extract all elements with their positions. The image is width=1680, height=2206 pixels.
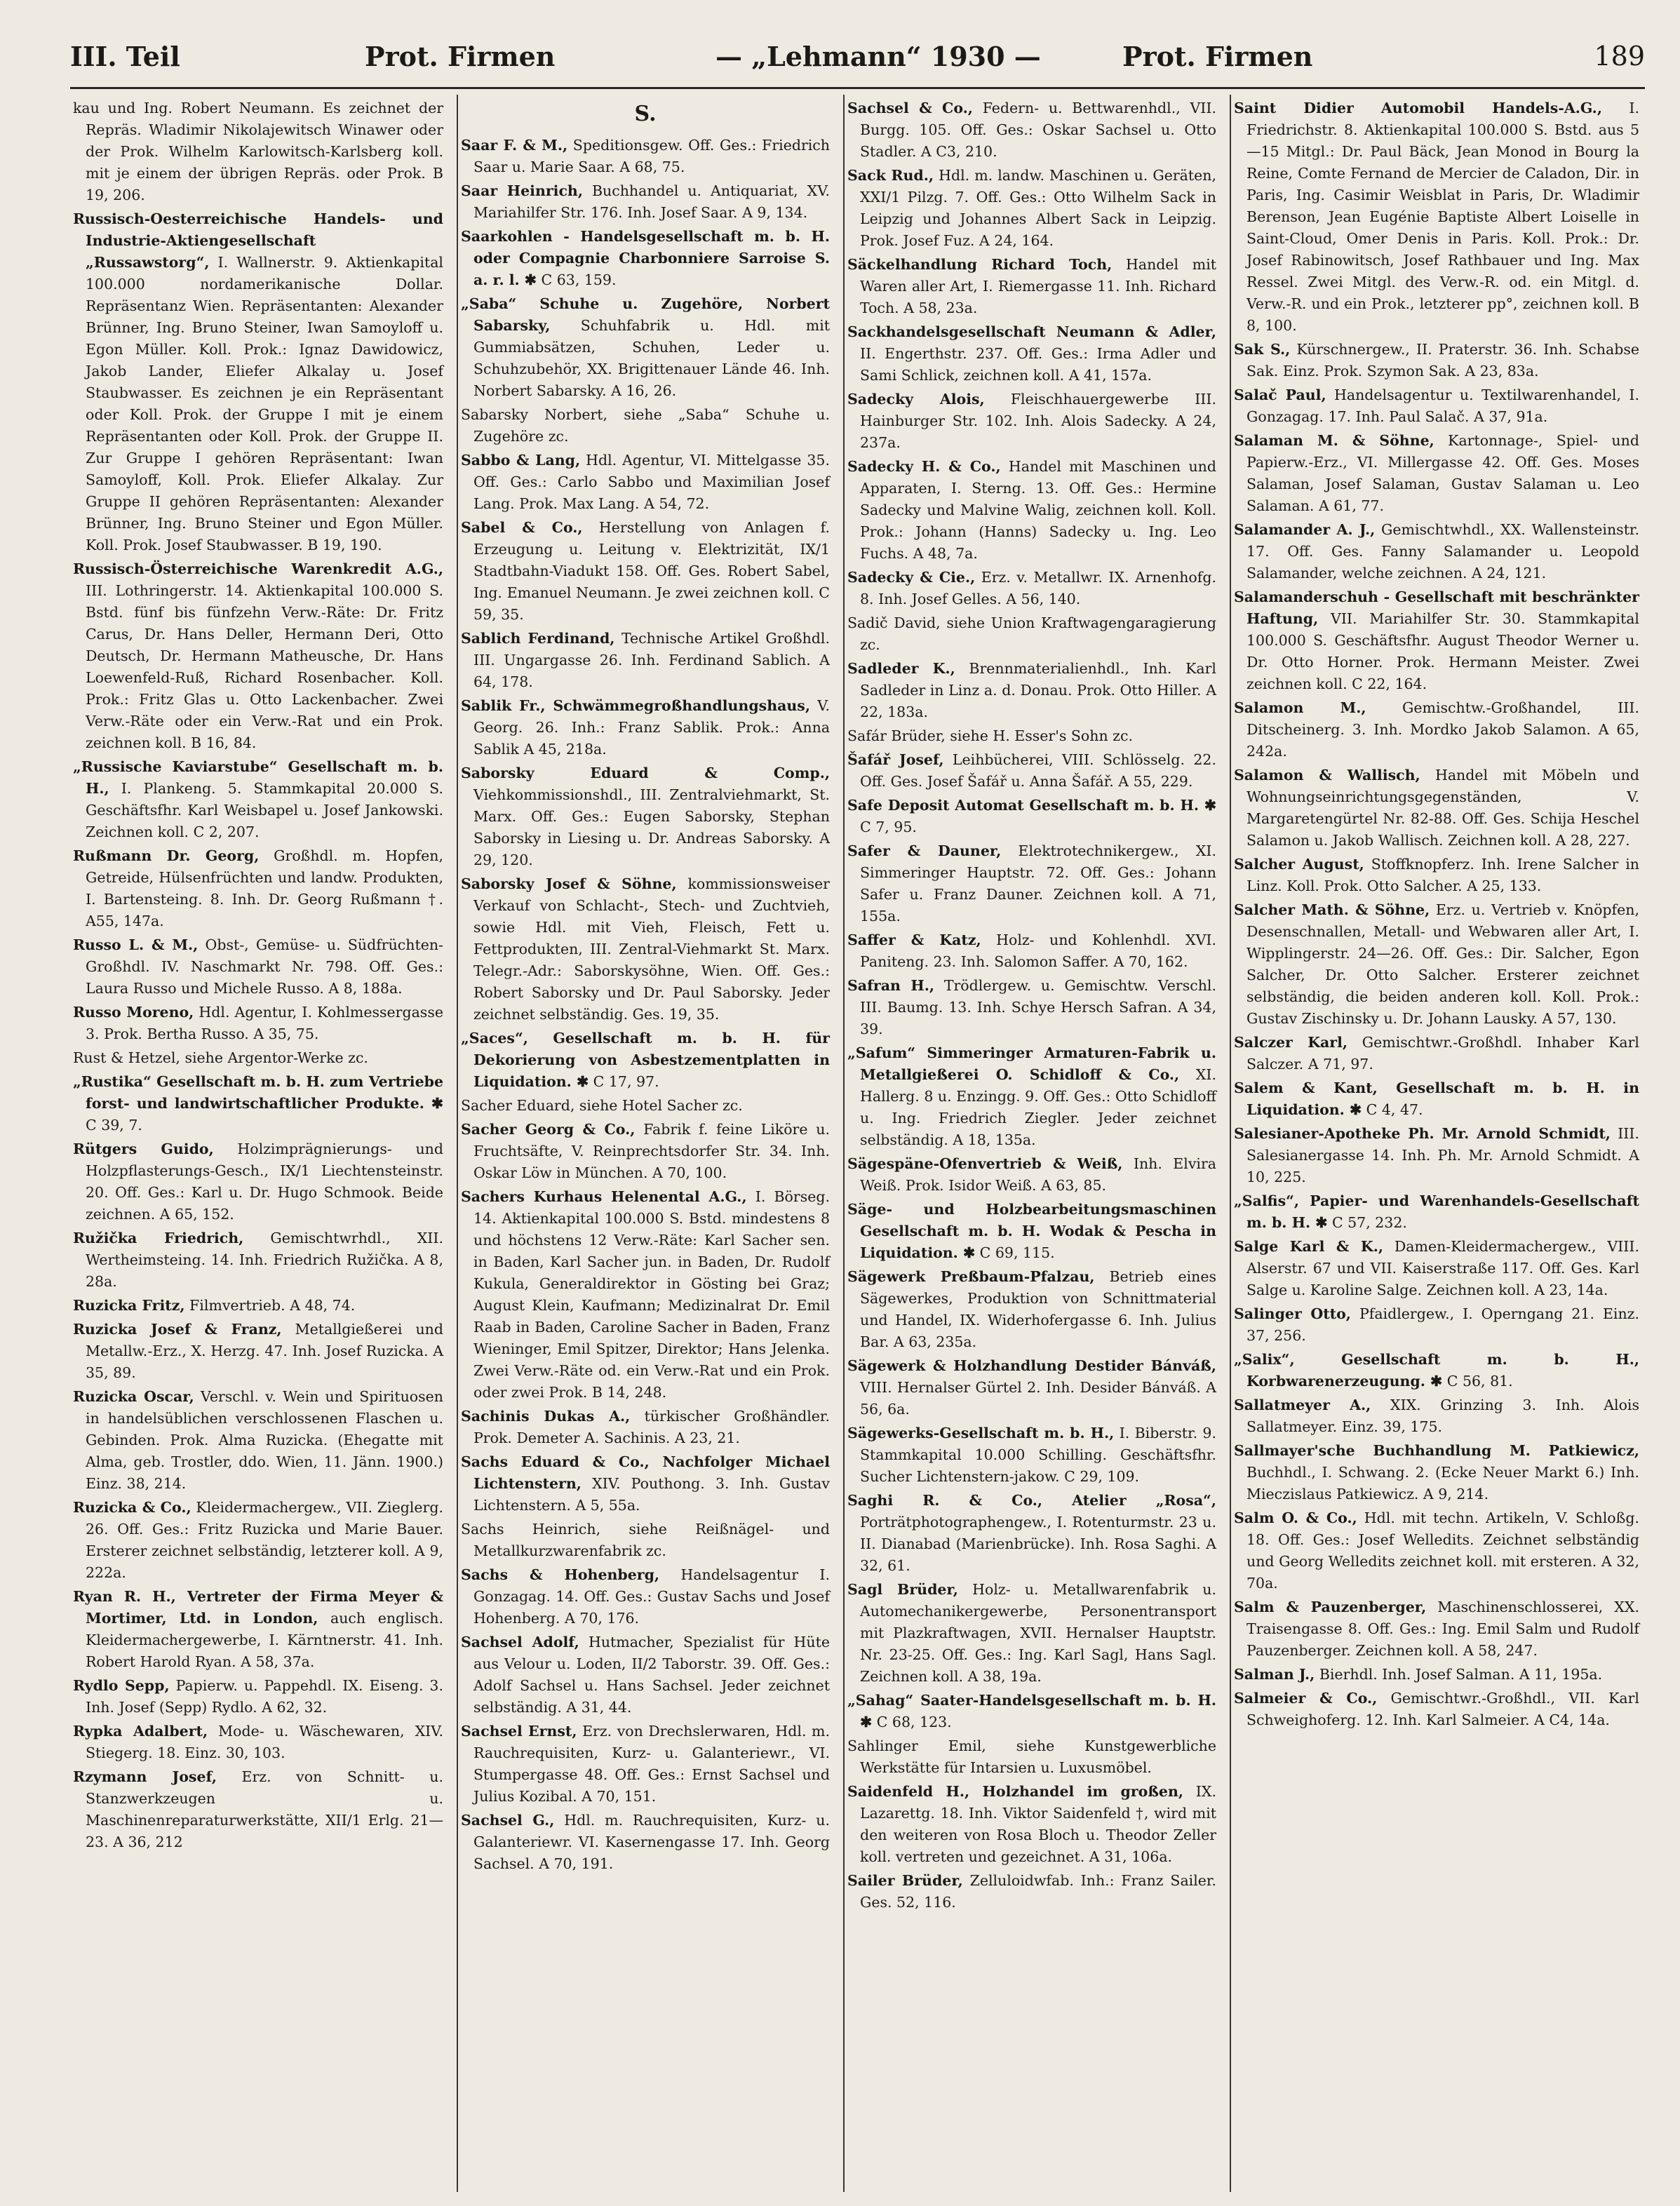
directory-entry <box>847 1153 1216 1197</box>
entry-details: Pfaidlergew., I. Operngang 21. Einz. 37, 256. <box>1246 1305 1639 1344</box>
directory-entry <box>1234 854 1639 897</box>
directory-entry <box>847 1423 1216 1488</box>
directory-entry <box>461 1721 830 1808</box>
directory-entry <box>847 165 1216 252</box>
firm-name: Rußmann Dr. Georg, <box>73 847 260 864</box>
firm-name: Sallatmeyer A., <box>1234 1397 1371 1413</box>
entry-columns <box>70 95 1645 2192</box>
entry-details: C 69, 115. <box>979 1244 1055 1261</box>
entry-details: Porträtphotographengew., I. Rotenturmstr. 23 u. II. Dianabad (Marienbrücke). Inh. Rosa Saghi. A 32, 61. <box>860 1514 1216 1574</box>
directory-entry <box>73 1766 443 1853</box>
entry-details: Herstellung von Anlagen f. Erzeugung u. Leitung v. Elektrizität, IX/1 Stadtbahn-Viadukt 158. Off. Ges. Robert Sabel, Ing. Emanuel Neumann. Je zwei zeichnen koll. C 59, 35. <box>473 519 830 623</box>
directory-entry <box>73 756 443 843</box>
firm-name: Russo Moreno, <box>73 1004 194 1021</box>
directory-entry <box>1234 1394 1639 1438</box>
firm-name: Sachs Eduard & Co., Nachfolger Michael Lichtenstern, <box>461 1453 830 1492</box>
firm-name: Sachers Kurhaus Helenental A.G., <box>461 1188 747 1205</box>
directory-entry <box>847 97 1216 163</box>
entry-details: Speditionsgew. Off. Ges.: Friedrich Saar u. Marie Saar. A 68, 75. <box>473 137 830 175</box>
entry-details: Kartonnage-, Spiel- und Papierw.-Erz., VI. Millergasse 42. Off. Ges. Moses Salaman, Josef Salaman, Gustav Salaman u. Leo Salaman. A 61, 77. <box>1246 432 1639 514</box>
firm-name: Safe Deposit Automat Gesellschaft m. b. H. ✱ <box>847 797 1216 814</box>
directory-entry <box>847 1735 1216 1779</box>
firm-name: Salm O. & Co., <box>1234 1509 1357 1526</box>
entry-details: Verschl. v. Wein und Spirituosen in handelsüblichen verschlossenen Flaschen u. Gebinden. Prok. Alma Ruzicka. (Ehegatte mit Alma, geb. Trostler, ddo. Wien, 11. Jänn. 1900.) Einz. 38, 214. <box>86 1388 443 1492</box>
directory-entry <box>1234 339 1639 382</box>
entry-details: Fleischhauergewerbe III. Hainburger Str. 102. Inh. Alois Sadecky. A 24, 237a. <box>860 391 1217 451</box>
entry-details: Sachs Heinrich, siehe Reißnägel- und Metallkurzwarenfabrik zc. <box>461 1521 830 1559</box>
directory-entry <box>1234 519 1639 584</box>
entry-details: C 7, 95. <box>860 819 917 835</box>
directory-entry <box>73 1386 443 1495</box>
directory-entry <box>1234 899 1639 1030</box>
directory-entry <box>1234 430 1639 517</box>
firm-name: Sägespäne-Ofenvertrieb & Weiß, <box>847 1155 1123 1172</box>
directory-entry <box>461 628 830 693</box>
directory-entry <box>73 845 443 932</box>
directory-entry <box>1234 1236 1639 1301</box>
directory-entry <box>847 456 1216 565</box>
firm-name: Salge Karl & K., <box>1234 1238 1383 1255</box>
directory-entry <box>73 1295 443 1317</box>
entry-details: kommissionsweiser Verkauf von Schlacht-, Stech- und Zuchtvieh, sowie Hdl. mit Vieh, Fleisch, Fett u. Fettprodukten, III. Zentral-Viehmarkt St. Marx. Telegr.-Adr.: Saborskysöhne, Wien. Off. Ges.: Robert Saborsky und Dr. Paul Saborsky. Jeder zeichnet selbständig. Ges. 19, 35. <box>473 875 830 1023</box>
firm-name: Salamon M., <box>1234 699 1366 716</box>
firm-name: Ruzicka & Co., <box>73 1499 191 1516</box>
firm-name: Sachsel Adolf, <box>461 1634 579 1650</box>
firm-name: Säge- und Holzbearbeitungsmaschinen Gesellschaft m. b. H. Wodak & Pescha in Liquidation. ✱ <box>847 1201 1216 1261</box>
page-number: 189 <box>1594 41 1645 72</box>
entry-details: Betrieb eines Sägewerkes, Produktion von Schnittmaterial und Handel, IX. Widerhofergasse 6. Inh. Julius Bar. A 63, 235a. <box>860 1268 1217 1350</box>
entry-details: I. Plankeng. 5. Stammkapital 20.000 S. Geschäftsfhr. Karl Weisbapel u. Josef Jankowski. Zeichnen koll. C 2, 207. <box>86 780 443 840</box>
entry-details: Technische Artikel Großhdl. III. Ungargasse 26. Inh. Ferdinand Sablich. A 64, 178. <box>473 630 830 690</box>
entry-details: Handelsagentur I. Gonzagag. 14. Off. Ges.: Gustav Sachs und Josef Hohenberg. A 70, 176. <box>473 1566 830 1627</box>
entry-details: Handel mit Maschinen und Apparaten, I. Sterng. 13. Off. Ges.: Hermine Sadecky und Malvine Walig, zeichnen koll. Koll. Prok.: Johann (Hanns) Sadecky u. Ing. Leo Fuchs. A 48, 7a. <box>860 458 1216 562</box>
entry-details: C 4, 47. <box>1366 1101 1423 1118</box>
entry-details: Buchhdl., I. Schwang. 2. (Ecke Neuer Markt 6.) Inh. Mieczislaus Patkiewicz. A 9, 214. <box>1246 1464 1639 1502</box>
firm-name: Saffer & Katz, <box>847 932 981 948</box>
entry-details: Bierhdl. Inh. Josef Salman. A 11, 195a. <box>1319 1666 1603 1683</box>
firm-name: Safran H., <box>847 977 934 994</box>
entry-details: XI. Hallerg. 8 u. Enzingg. 9. Off. Ges.: Otto Schidloff u. Ing. Friedrich Ziegler. Jeder zeichnet selbständig. A 18, 135a. <box>860 1066 1216 1148</box>
entry-details: Rust & Hetzel, siehe Argentor-Werke zc. <box>73 1049 368 1066</box>
firm-name: Sachs & Hohenberg, <box>461 1566 660 1583</box>
directory-entry <box>461 226 830 291</box>
firm-name: Salesianer-Apotheke Ph. Mr. Arnold Schmidt, <box>1234 1125 1611 1142</box>
firm-name: Sachsel Ernst, <box>461 1723 577 1740</box>
firm-name: Sackhandelsgesellschaft Neumann & Adler, <box>847 323 1216 340</box>
entry-details: Holz- und Kohlenhdl. XVI. Paniteng. 23. Inh. Salomon Saffer. A 70, 162. <box>860 932 1216 970</box>
firm-name: „Saces“, Gesellschaft m. b. H. für Dekorierung von Asbestzementplatten in Liquidation. ✱ <box>461 1030 830 1090</box>
entry-details: C 68, 123. <box>876 1714 952 1730</box>
firm-name: Rütgers Guido, <box>73 1141 214 1157</box>
entry-details: Hdl. m. Rauchrequisiten, Kurz- u. Galanteriewr. VI. Kasernengasse 17. Inh. Georg Sachsel. A 70, 191. <box>473 1812 830 1872</box>
directory-entry <box>73 1675 443 1719</box>
entry-details: Gemischtwrhdl., XII. Wertheimsteing. 14. Inh. Friedrich Ružička. A 8, 28a. <box>86 1230 443 1290</box>
firm-name: Safer & Dauner, <box>847 842 1002 859</box>
firm-name: Sachinis Dukas A., <box>461 1408 631 1425</box>
directory-entry <box>847 840 1216 927</box>
section-label-right: Prot. Firmen <box>1122 41 1313 72</box>
directory-entry <box>1234 697 1639 762</box>
section-letter-heading: S. <box>634 102 657 126</box>
directory-entry <box>1234 1349 1639 1392</box>
firm-name: Salem & Kant, Gesellschaft m. b. H. in Liquidation. ✱ <box>1234 1080 1639 1118</box>
entry-details: Metallgießerei und Metallw.-Erz., X. Herzg. 47. Inh. Josef Ruzicka. A 35, 89. <box>86 1321 443 1381</box>
directory-entry <box>461 450 830 515</box>
directory-entry <box>847 1042 1216 1151</box>
entry-details: Hutmacher, Spezialist für Hüte aus Velour u. Loden, II/2 Taborstr. 39. Off. Ges.: Adolf Sachsel u. Hans Sachsel. Jeder zeichnet selbständig. A 31, 44. <box>473 1634 830 1716</box>
entry-details: Sahlinger Emil, siehe Kunstgewerbliche Werkstätte für Intarsien u. Luxusmöbel. <box>847 1737 1216 1776</box>
firm-name: Ruzicka Oscar, <box>73 1388 194 1405</box>
firm-name: Saarkohlen - Handelsgesellschaft m. b. H. oder Compagnie Charbonniere Sarroise S. a. r. l. ✱ <box>461 228 830 288</box>
firm-name: Salmeier & Co., <box>1234 1690 1378 1707</box>
directory-entry <box>461 1451 830 1516</box>
firm-name: Šafář Josef, <box>847 751 944 768</box>
firm-name: Sagl Brüder, <box>847 1581 958 1598</box>
directory-entry <box>73 1721 443 1764</box>
firm-name: Sägewerk Preßbaum-Pfalzau, <box>847 1268 1095 1285</box>
firm-name: Salinger Otto, <box>1234 1305 1351 1322</box>
entry-details: V. Georg. 26. Inh.: Franz Sablik. Prok.: Anna Sablik A 45, 218a. <box>473 697 830 758</box>
entry-details: Obst-, Gemüse- u. Südfrüchten-Großhdl. IV. Naschmarkt Nr. 798. Off. Ges.: Laura Russo und Michele Russo. A 8, 188a. <box>86 936 443 997</box>
firm-name: Russisch-Oesterreichische Handels- und Industrie-Aktiengesellschaft „Russawstorg“, <box>73 210 443 271</box>
firm-name: Sadecky H. & Co., <box>847 458 1001 475</box>
firm-name: Salamon & Wallisch, <box>1234 767 1420 783</box>
column-1 <box>70 95 449 2192</box>
directory-entry <box>461 1810 830 1875</box>
directory-entry <box>847 1199 1216 1264</box>
firm-name: Salcher August, <box>1234 856 1364 873</box>
directory-entry <box>461 1564 830 1629</box>
entry-details: auch englisch. Kleidermachergewerbe, I. Kärntnerstr. 41. Inh. Robert Harold Ryan. A 58, 37a. <box>86 1610 443 1670</box>
directory-entry <box>461 1119 830 1184</box>
section-label-left: Prot. Firmen <box>365 41 556 72</box>
entry-details: Kleidermachergew., VII. Zieglerg. 26. Off. Ges.: Fritz Ruzicka und Marie Bauer. Ersterer zeichnet selbständig, letzterer koll. A 9, 222a. <box>86 1499 443 1581</box>
directory-entry <box>847 612 1216 656</box>
firm-name: „Sahag“ Saater-Handelsgesellschaft m. b. H. ✱ <box>847 1692 1216 1730</box>
directory-entry <box>73 1228 443 1293</box>
firm-name: Sablich Ferdinand, <box>461 630 615 647</box>
firm-name: Sabbo & Lang, <box>461 452 581 469</box>
entry-details: Trödlergew. u. Gemischtw. Verschl. III. Baumg. 13. Inh. Schye Hersch Safran. A 34, 39. <box>860 977 1216 1037</box>
entry-details: Brennmaterialienhdl., Inh. Karl Sadleder in Linz a. d. Donau. Prok. Otto Hiller. A 22, 183a. <box>860 660 1216 720</box>
entry-details: Erz. u. Vertrieb v. Knöpfen, Desenschnallen, Metall- und Webwaren aller Art, I. Wipplingerstr. 24—26. Off. Ges.: Dir. Salcher, Egon Salcher, Dr. Otto Salcher. Ersterer zeichnet selbständig, die beiden anderen koll. Koll. Prok.: Gustav Zischinsky u. Dr. Johann Lausky. A 57, 130. <box>1246 901 1639 1027</box>
directory-entry <box>847 1266 1216 1353</box>
entry-details: Stoffknopferz. Inh. Irene Salcher in Linz. Koll. Prok. Otto Salcher. A 25, 133. <box>1246 856 1639 894</box>
firm-name: Salaman M. & Söhne, <box>1234 432 1434 449</box>
firm-name: Russo L. & M., <box>73 936 199 953</box>
directory-entry <box>461 404 830 448</box>
entry-details: Safár Brüder, siehe H. Esser's Sohn zc. <box>847 727 1133 744</box>
firm-name: Rypka Adalbert, <box>73 1723 208 1740</box>
firm-name: Saar F. & M., <box>461 137 568 154</box>
entry-details: Sadič David, siehe Union Kraftwagengaragierung zc. <box>847 614 1216 653</box>
entry-details: Gemischtwr.-Großhdl., VII. Karl Schweighoferg. 12. Inh. Karl Salmeier. A C4, 14a. <box>1246 1690 1639 1728</box>
firm-name: „Salfis“, Papier- und Warenhandels-Gesellschaft m. b. H. ✱ <box>1234 1192 1639 1231</box>
entry-details: Holzimprägnierungs- und Holzpflasterungs-Gesch., IX/1 Liechtensteinstr. 20. Off. Ges.: Karl u. Dr. Hugo Schmook. Beide zeichnen. A 65, 152. <box>86 1141 443 1223</box>
firm-name: Salamander A. J., <box>1234 521 1376 538</box>
entry-details: C 56, 81. <box>1446 1373 1513 1390</box>
directory-entry <box>73 558 443 754</box>
directory-entry <box>461 1028 830 1093</box>
directory-entry <box>1234 1688 1639 1731</box>
entry-details: Inh. Elvira Weiß. Prok. Isidor Weiß. A 63, 85. <box>860 1155 1216 1194</box>
entry-details: I. Börseg. 14. Aktienkapital 100.000 S. Bstd. mindestens 8 und höchstens 12 Verw.-Räte: Karl Sacher sen. in Baden, Karl Sacher jun. in Baden, Dr. Rudolf Kukula, Generaldirektor in Gösting bei Graz; August Klein, Kaufmann; Medizinalrat Dr. Emil Raab in Baden, Caroline Sacher in Baden, Franz Wieninger, Emil Spitzer, Direktor; Hans Jelenka. Zwei Verw.-Räte od. ein Verw.-Rat und ein Prok. oder zwei Prok. B 14, 248. <box>473 1188 830 1401</box>
directory-entry <box>1234 1440 1639 1505</box>
firm-name: Salczer Karl, <box>1234 1034 1348 1051</box>
directory-entry <box>461 1632 830 1719</box>
directory-entry <box>73 1586 443 1673</box>
directory-entry <box>461 873 830 1025</box>
firm-name: „Salix“, Gesellschaft m. b. H., Korbwarenerzeugung. ✱ <box>1234 1351 1639 1390</box>
directory-entry <box>1234 1190 1639 1234</box>
directory-entry <box>1234 1596 1639 1662</box>
directory-entry <box>461 135 830 178</box>
directory-entry <box>461 517 830 626</box>
entry-details: XIV. Pouthong. 3. Inh. Gustav Lichtenstern. A 5, 55a. <box>473 1475 830 1514</box>
entry-details: I. Biberstr. 9. Stammkapital 10.000 Schilling. Geschäftsfhr. Sucher Lichtenstern-jakow. C 29, 109. <box>860 1425 1216 1485</box>
directory-entry <box>73 1138 443 1225</box>
directory-entry <box>1234 1077 1639 1121</box>
directory-entry <box>847 1355 1216 1420</box>
firm-name: Sacher Georg & Co., <box>461 1121 636 1138</box>
directory-entry <box>73 97 443 206</box>
entry-details: Hdl. Agentur, VI. Mittelgasse 35. Off. Ges.: Carlo Sabbo und Maximilian Josef Lang. Prok. Max Lang. A 54, 72. <box>473 452 830 512</box>
directory-entry <box>461 180 830 224</box>
directory-entry <box>847 1870 1216 1914</box>
firm-name: Sailer Brüder, <box>847 1872 963 1889</box>
directory-entry <box>461 695 830 760</box>
firm-name: „Safum“ Simmeringer Armaturen-Fabrik u. Metallgießerei O. Schidloff & Co., <box>847 1044 1216 1083</box>
directory-entry <box>73 1002 443 1045</box>
directory-entry <box>73 934 443 1000</box>
entry-details: Buchhandel u. Antiquariat, XV. Mariahilfer Str. 176. Inh. Josef Saar. A 9, 134. <box>473 182 830 221</box>
directory-entry <box>1234 1032 1639 1075</box>
entry-details: Handel mit Waren aller Art, I. Riemergasse 11. Inh. Richard Toch. A 58, 23a. <box>860 256 1216 316</box>
directory-entry <box>847 795 1216 838</box>
firm-name: Sallmayer'sche Buchhandlung M. Patkiewicz, <box>1234 1442 1639 1459</box>
entry-details: Maschinenschlosserei, XX. Traisengasse 8. Off. Ges.: Ing. Emil Salm und Rudolf Pauzenberger. Zeichnen koll. A 58, 247. <box>1246 1599 1639 1659</box>
firm-name: Saidenfeld H., Holzhandel im großen, <box>847 1783 1183 1800</box>
firm-name: Ryan R. H., Vertreter der Firma Meyer & Mortimer, Ltd. in London, <box>73 1588 443 1627</box>
directory-entry <box>847 389 1216 454</box>
entry-details: III. Salesianergasse 14. Inh. Ph. Mr. Arnold Schmidt. A 10, 225. <box>1246 1125 1639 1185</box>
entry-details: Damen-Kleidermachergew., VIII. Alserstr. 67 und VII. Kaiserstraße 117. Off. Ges. Karl Salge u. Karoline Salge. Zeichnen koll. A 23, 14a. <box>1246 1238 1639 1298</box>
entry-details: Viehkommissionshdl., III. Zentralviehmarkt, St. Marx. Off. Ges.: Eugen Saborsky, Stephan Saborsky in Liesing u. Dr. Andreas Saborsky. A 29, 120. <box>473 786 830 868</box>
entry-details: Kürschnergew., II. Praterstr. 36. Inh. Schabse Sak. Einz. Prok. Szymon Sak. A 23, 83a. <box>1246 341 1639 379</box>
directory-entry <box>461 1095 830 1117</box>
directory-entry <box>847 1781 1216 1868</box>
directory-entry <box>847 929 1216 973</box>
entry-details: Handel mit Möbeln und Wohnungseinrichtungsgegenständen, V. Margaretengürtel Nr. 82-88. Off. Ges. Schija Heschel Salamon u. Jakob Wallisch. Zeichnen koll. A 28, 227. <box>1246 767 1639 849</box>
directory-entry <box>461 1406 830 1449</box>
entry-details: III. Lothringerstr. 14. Aktienkapital 100.000 S. Bstd. fünf bis fünfzehn Verw.-Räte: Dr. Fritz Carus, Dr. Hans Deller, Hermann Deri, Otto Deutsch, Dr. Hermann Matheusche, Dr. Hans Loewenfeld-Ruß, Richard Rosenbacher. Koll. Prok.: Fritz Glas u. Otto Lackenbacher. Zwei Verw.-Räte oder ein Verw.-Rat und ein Prok. zeichnen koll. B 16, 84. <box>86 582 443 751</box>
directory-entry <box>1234 765 1639 852</box>
entry-details: Sabarsky Norbert, siehe „Saba“ Schuhe u. Zugehöre zc. <box>461 406 830 445</box>
entry-details: Hdl. Agentur, I. Kohlmessergasse 3. Prok. Bertha Russo. A 35, 75. <box>86 1004 443 1042</box>
directory-entry <box>847 321 1216 386</box>
directory-entry <box>847 1579 1216 1688</box>
directory-entry <box>73 1071 443 1136</box>
firm-name: Sägewerk & Holzhandlung Destider Bánváß, <box>847 1357 1216 1374</box>
firm-name: Saborsky Josef & Söhne, <box>461 875 677 892</box>
entry-details: Großhdl. m. Hopfen, Getreide, Hülsenfrüchten und landw. Produkten, I. Bartensteing. 8. Inh. Dr. Georg Rußmann †. A55, 147a. <box>86 847 443 929</box>
firm-name: Rzymann Josef, <box>73 1768 217 1785</box>
entry-details: Holz- u. Metallwarenfabrik u. Automechanikergewerbe, Personentransport mit Plazkraftwagen, XVII. Hernalser Hauptstr. Nr. 23-25. Off. Ges.: Ing. Karl Sagl, Hans Sagl. Zeichnen koll. A 38, 19a. <box>860 1581 1216 1685</box>
entry-details: Fabrik f. feine Liköre u. Fruchtsäfte, V. Reinprechtsdorfer Str. 34. Inh. Oskar Löw in München. A 70, 100. <box>473 1121 830 1181</box>
entry-details: Handelsagentur u. Textilwarenhandel, I. Gonzagag. 17. Inh. Paul Salač. A 37, 91a. <box>1246 386 1639 425</box>
directory-entry <box>461 1519 830 1562</box>
entry-details: Federn- u. Bettwarenhdl., VII. Burgg. 105. Off. Ges.: Oskar Sachsel u. Otto Stadler. A C3, 210. <box>860 100 1216 160</box>
entry-details: Hdl. mit techn. Artikeln, V. Schloßg. 18. Off. Ges.: Josef Welledits. Zeichnet selbständig und Georg Welledits zeichnet koll. mit ersteren. A 32, 70a. <box>1246 1509 1639 1592</box>
firm-name: Saar Heinrich, <box>461 182 583 199</box>
page-header <box>70 31 1645 89</box>
entry-details: Hdl. m. landw. Maschinen u. Geräten, XXI/1 Pilzg. 7. Off. Ges.: Otto Wilhelm Sack in Leipzig und Johannes Albert Sack in Leipzig. Prok. Josef Fuz. A 24, 164. <box>860 167 1216 249</box>
page-title: — „Lehmann“ 1930 — <box>715 41 1041 72</box>
entry-details: VII. Mariahilfer Str. 30. Stammkapital 100.000 S. Geschäftsfhr. August Theodor Werner u. Dr. Otto Horner. Prok. Hermann Meister. Zwei zeichnen koll. C 22, 164. <box>1246 610 1639 692</box>
firm-name: „Saba“ Schuhe u. Zugehöre, Norbert Sabarsky, <box>461 295 830 334</box>
directory-entry <box>461 293 830 402</box>
column-2 <box>457 95 835 2192</box>
entry-details: XIX. Grinzing 3. Inh. Alois Sallatmeyer. Einz. 39, 175. <box>1246 1397 1639 1435</box>
entry-details: Papierw. u. Pappehdl. IX. Eiseng. 3. Inh. Josef (Sepp) Rydlo. A 62, 32. <box>86 1677 443 1716</box>
entry-details: I. Wallnerstr. 9. Aktienkapital 100.000 nordamerikanische Dollar. Repräsentanz Wien. Repräsentanten: Alexander Brünner, Ing. Bruno Steiner, Iwan Samoyloff u. Egon Müller. Koll. Prok.: Ignaz Dawidowicz, Jakob Lander, Eliefer Alkalay u. Josef Staubwasser. Es zeichnen je ein Repräsentant oder Koll. Prok. der Gruppe I mit je einem Repräsentanten oder Koll. Prok. der Gruppe II. Zur Gruppe I gehören Repräsentant: Iwan Samoyloff, Koll. Prok. Eliefer Alkalay. Zur Gruppe II gehören Repräsentanten: Alexander Brünner, Ing. Bruno Steiner und Egon Müller. Koll. Prok. Josef Staubwasser. B 19, 190. <box>86 254 443 553</box>
directory-entry <box>1234 97 1639 337</box>
directory-entry <box>847 254 1216 319</box>
directory-entry <box>73 208 443 556</box>
firm-name: Säckelhandlung Richard Toch, <box>847 256 1113 273</box>
entry-details: Elektrotechnikergew., XI. Simmeringer Hauptstr. 72. Off. Ges.: Johann Safer u. Franz Dauner. Zeichnen koll. A 71, 155a. <box>860 842 1217 924</box>
firm-name: Salman J., <box>1234 1666 1315 1683</box>
firm-name: Sachsel & Co., <box>847 100 973 116</box>
firm-name: Sack Rud., <box>847 167 934 184</box>
firm-name: Sadleder K., <box>847 660 955 677</box>
firm-name: Salm & Pauzenberger, <box>1234 1599 1427 1615</box>
entry-details: C 39, 7. <box>86 1117 142 1134</box>
entry-details: Erz. von Schnitt- u. Stanzwerkzeugen u. Maschinenreparaturwerkstätte, XII/1 Erlg. 21—23. A 36, 212 <box>86 1768 443 1850</box>
entry-details: kau und Ing. Robert Neumann. Es zeichnet der Repräs. Wladimir Nikolajewitsch Winawer oder der Prok. Wilhelm Karlowitsch-Karlsberg koll. mit je einem der übrigen Repräs. oder Prok. B 19, 206. <box>73 100 443 203</box>
firm-name: Salcher Math. & Söhne, <box>1234 901 1430 918</box>
firm-name: Saghi R. & Co., Atelier „Rosa“, <box>847 1492 1216 1509</box>
entry-details: I. Friedrichstr. 8. Aktienkapital 100.000 S. Bstd. aus 5—15 Mitgl.: Dr. Paul Bäck, Jean Monod in Bourg la Reine, Comte Fernand de Mercier de Caladon, Dir. in Paris, Ing. Casimir Weisblat in Paris, Dr. Wladimir Berenson, Jean Eugénie Baptiste Albert Loiselle in Saint-Cloud, Omer Denis in Paris. Koll. Prok.: Dr. Josef Rabinowitsch, Josef Rathbauer und Ing. Max Ressel. Zwei Mitgl. des Verw.-R. od. ein Mitgl. d. Verw.-R. und ein Prok., letzterer pp°, zeichnen koll. B 8, 100. <box>1246 100 1639 334</box>
directory-entry <box>847 567 1216 610</box>
directory-entry <box>1234 384 1639 428</box>
firm-name: Sablik Fr., Schwämmegroßhandlungshaus, <box>461 697 810 714</box>
firm-name: Sadecky Alois, <box>847 391 985 408</box>
directory-entry <box>847 1490 1216 1577</box>
directory-entry <box>847 1690 1216 1733</box>
firm-name: Ruzicka Fritz, <box>73 1297 185 1314</box>
firm-name: Salač Paul, <box>1234 386 1326 403</box>
directory-entry <box>461 762 830 871</box>
firm-name: Sadecky & Cie., <box>847 569 976 586</box>
firm-name: Rydlo Sepp, <box>73 1677 170 1694</box>
entry-details: Filmvertrieb. A 48, 74. <box>189 1297 356 1314</box>
entry-details: Erz. von Drechslerwaren, Hdl. m. Rauchrequisiten, Kurz- u. Galanteriewr., VI. Stumpergasse 48. Off. Ges.: Ernst Sachsel und Julius Kozibal. A 70, 151. <box>473 1723 830 1805</box>
entry-details: IX. Lazarettg. 18. Inh. Viktor Saidenfeld †, wird mit den weiteren von Rosa Bloch u. Theodor Zeller koll. vertreten und gezeichnet. A 31, 106a. <box>860 1783 1216 1865</box>
entry-details: Leihbücherei, VIII. Schlösselg. 22. Off. Ges. Josef Šafář u. Anna Šafář. A 55, 229. <box>860 751 1216 790</box>
directory-entry <box>1234 1303 1639 1347</box>
part-label: III. Teil <box>70 41 180 72</box>
directory-entry <box>1234 1664 1639 1686</box>
firm-name: Sabel & Co., <box>461 519 583 536</box>
directory-entry <box>847 975 1216 1040</box>
entry-details: Erz. v. Metallwr. IX. Arnenhofg. 8. Inh. Josef Gelles. A 56, 140. <box>860 569 1216 607</box>
firm-name: Ruzicka Josef & Franz, <box>73 1321 282 1338</box>
directory-entry <box>73 1319 443 1384</box>
entry-details: II. Engerthstr. 237. Off. Ges.: Irma Adler und Sami Schlick, zeichnen koll. A 41, 157a. <box>860 345 1216 384</box>
entry-details: Zelluloidwfab. Inh.: Franz Sailer. Ges. 52, 116. <box>860 1872 1216 1911</box>
firm-name: Sak S., <box>1234 341 1291 358</box>
entry-details: Schuhfabrik u. Hdl. mit Gummiabsätzen, Schuhen, Leder u. Schuhzubehör, XX. Brigittenauer Lände 46. Inh. Norbert Sabarsky. A 16, 26. <box>473 317 830 399</box>
directory-entry <box>1234 1507 1639 1594</box>
entry-details: Gemischtw.-Großhandel, III. Ditscheinerg. 3. Inh. Mordko Jakob Salamon. A 65, 242a. <box>1246 699 1639 760</box>
directory-entry <box>461 1186 830 1404</box>
entry-details: C 17, 97. <box>593 1073 659 1090</box>
firm-name: Sägewerks-Gesellschaft m. b. H., <box>847 1425 1115 1441</box>
entry-details: Gemischtwr.-Großhdl. Inhaber Karl Salczer. A 71, 97. <box>1246 1034 1639 1072</box>
firm-name: Ružička Friedrich, <box>73 1230 244 1246</box>
firm-name: Salamanderschuh - Gesellschaft mit beschränkter Haftung, <box>1234 589 1639 627</box>
column-3 <box>843 95 1222 2192</box>
directory-entry <box>73 1497 443 1584</box>
entry-details: Sacher Eduard, siehe Hotel Sacher zc. <box>461 1097 743 1114</box>
entry-details: C 63, 159. <box>541 271 617 288</box>
entry-details: türkischer Großhändler. Prok. Demeter A. Sachinis. A 23, 21. <box>473 1408 830 1446</box>
firm-name: Sachsel G., <box>461 1812 555 1829</box>
entry-details: VIII. Hernalser Gürtel 2. Inh. Desider Bánváß. A 56, 6a. <box>860 1379 1216 1418</box>
entry-details: C 57, 232. <box>1331 1214 1407 1231</box>
column-4 <box>1230 95 1645 2192</box>
directory-entry <box>73 1047 443 1069</box>
directory-entry <box>1234 586 1639 695</box>
directory-entry <box>847 725 1216 747</box>
firm-name: „Russische Kaviarstube“ Gesellschaft m. b. H., <box>73 758 443 797</box>
directory-entry <box>1234 1123 1639 1188</box>
firm-name: Russisch-Österreichische Warenkredit A.G., <box>73 560 443 577</box>
firm-name: Saborsky Eduard & Comp., <box>461 765 830 781</box>
entry-details: Gemischtwhdl., XX. Wallensteinstr. 17. Off. Ges. Fanny Salamander u. Leopold Salamander, welche zeichnen. A 24, 121. <box>1246 521 1639 581</box>
entry-details: Mode- u. Wäschewaren, XIV. Stiegerg. 18. Einz. 30, 103. <box>86 1723 443 1761</box>
directory-entry <box>847 749 1216 793</box>
firm-name: „Rustika“ Gesellschaft m. b. H. zum Vertriebe forst- und landwirtschaftlicher Produkte. ✱ <box>73 1073 443 1112</box>
firm-name: Saint Didier Automobil Handels-A.G., <box>1234 100 1602 116</box>
directory-entry <box>847 658 1216 723</box>
